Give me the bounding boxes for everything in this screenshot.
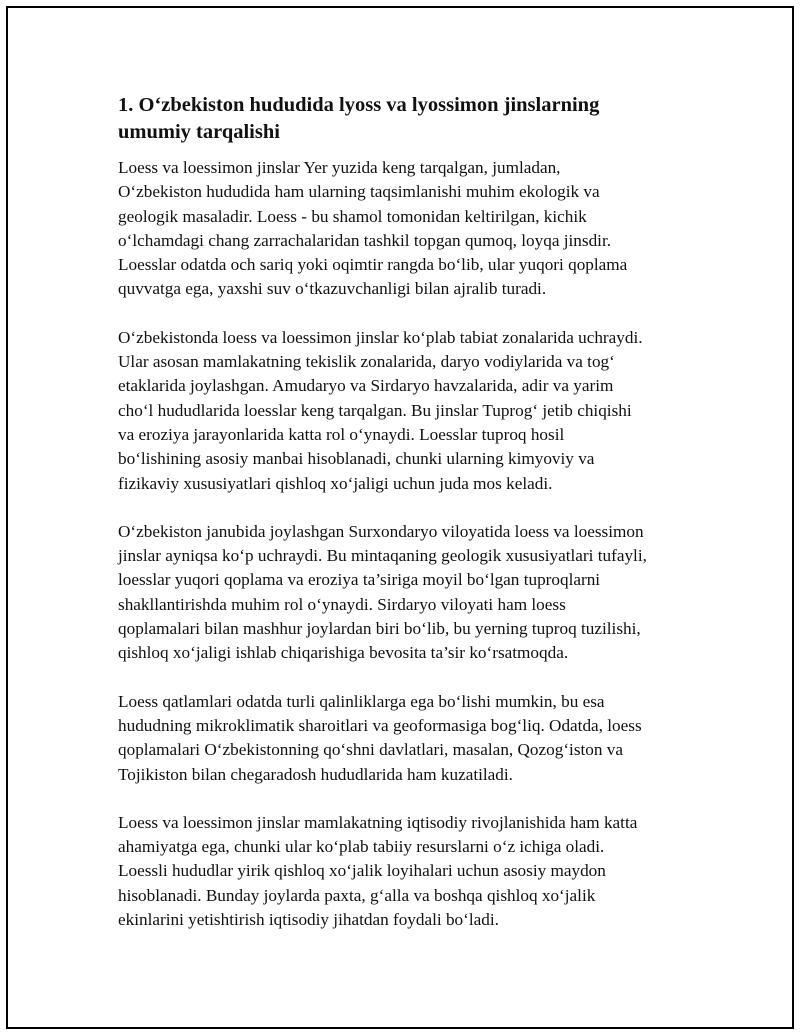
paragraph-2: O‘zbekistonda loess va loessimon jinslar ko‘plab tabiat zonalarida uchraydi. Ular asosan mamlakatning tekislik zonalarida, daryo vodiylarida va tog‘ etaklarida joylashgan. Amudaryo va Sirdaryo havzalarida, adir va yarim cho‘l hududlarida loesslar keng tarqalgan. Bu jinslar Tuprog‘ jetib chiqishi va eroziya jarayonlarida katta rol o‘ynaydi. Loesslar tuproq hosil bo‘lishining asosiy manbai hisoblanadi, chunki ularning kimyoviy va fizikaviy xususiyatlari qishloq xo‘jaligi uchun juda mos keladi. <box>118 327 643 493</box>
paragraph-4: Loess qatlamlari odatda turli qalinliklarga ega bo‘lishi mumkin, bu esa hududning mikroklimatik sharoitlari va geoformasiga bog‘liq. Odatda, loess qoplamalari O‘zbekistonning qo‘shni davlatlari, masalan, Qozog‘iston va Tojikiston bilan chegaradosh hududlarida ham kuzatiladi. <box>118 691 642 784</box>
section-heading: 1. O‘zbekiston hududida lyoss va lyossimon jinslarning umumiy tarqalishi <box>118 94 600 143</box>
paragraph-1: Loess va loessimon jinslar Yer yuzida keng tarqalgan, jumladan, O‘zbekiston hududida ham ularning taqsimlanishi muhim ekologik va geologik masaladir. Loess - bu shamol tomonidan keltirilgan, kichik o‘lchamdagi chang zarrachalaridan tashkil topgan qumoq, loyqa jinsdir. Loesslar odatda och sariq yoki oqimtir rangda bo‘lib, ular yuqori qoplama quvvatga ega, yaxshi suv o‘tkazuvchanligi bilan ajralib turadi. <box>118 158 628 299</box>
paragraph-3: O‘zbekiston janubida joylashgan Surxondaryo viloyatida loess va loessimon jinslar ayniqsa ko‘p uchraydi. Bu mintaqaning geologik xususiyatlari tufayli, loesslar yuqori qoplama va eroziya ta’siriga moyil bo‘lgan tuproqlarni shakllantirishda muhim rol o‘ynaydi. Sirdaryo viloyati ham loess qoplamalari bilan mashhur joylardan biri bo‘lib, bu yerning tuproq tuzilishi, qishloq xo‘jaligi ishlab chiqarishiga bevosita ta’sir ko‘rsatmoqda. <box>118 521 647 663</box>
paragraph-5: Loess va loessimon jinslar mamlakatning iqtisodiy rivojlanishida ham katta ahamiyatga ega, chunki ular ko‘plab tabiiy resurslarni o‘z ichiga oladi. Loessli hududlar yirik qishloq xo‘jalik loyihalari uchun asosiy maydon hisoblanadi. Bunday joylarda paxta, g‘alla va boshqa qishloq xo‘jalik ekinlarini yetishtirish iqtisodiy jihatdan foydali bo‘ladi. <box>118 812 638 930</box>
document-body <box>118 92 703 956</box>
